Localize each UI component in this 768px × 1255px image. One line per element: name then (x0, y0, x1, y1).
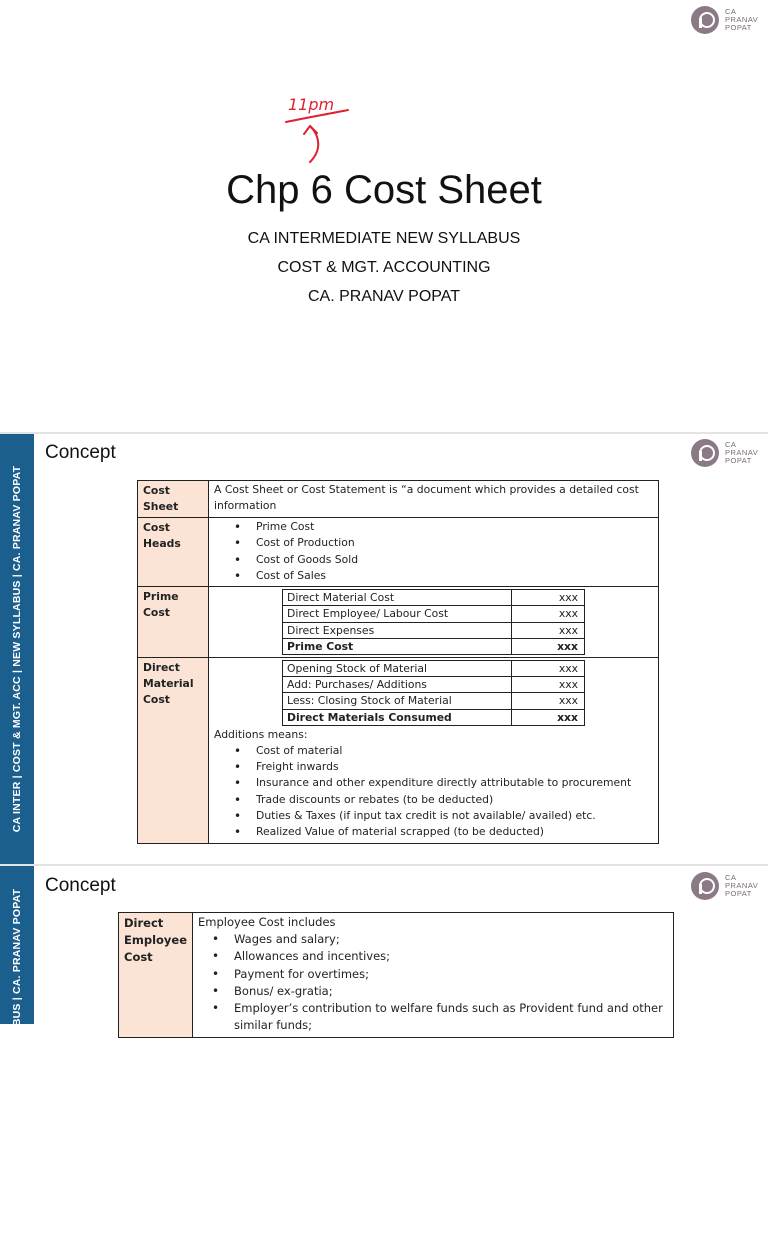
sidebar-text: CA INTER | COST & MGT. ACC | NEW SYLLABUS | CA. PRANAV POPAT (11, 888, 23, 1255)
line-value: xxx (512, 638, 585, 654)
line-value: xxx (512, 677, 585, 693)
slide-sidebar (0, 434, 34, 864)
deck-title: Chp 6 Cost Sheet (226, 168, 542, 212)
logo-wordmark: CA PRANAV POPAT (725, 7, 759, 32)
list-item: • Bonus/ ex-gratia; (212, 983, 668, 1000)
list-item: • Realized Value of material scrapped (to be deducted) (234, 824, 653, 840)
line-value: xxx (512, 709, 585, 725)
list-item: • Employer’s contribution to welfare funds such as Provident fund and other similar funds; (212, 1000, 668, 1035)
logo-wordmark: CA PRANAV POPAT (725, 873, 759, 898)
list-item: • Wages and salary; (212, 931, 668, 948)
row-head: Cost Heads (138, 518, 209, 587)
svg-text:11pm: 11pm (288, 95, 335, 114)
row-body (209, 658, 659, 844)
row-body (209, 587, 659, 658)
list-item: • Cost of material (234, 743, 653, 759)
row-body (193, 913, 674, 1038)
subtable-total-row (283, 638, 585, 654)
sidebar-text: CA INTER | COST & MGT. ACC | NEW SYLLABUS | CA. PRANAV POPAT (11, 465, 23, 833)
ca-pranav-popat-logo (691, 872, 758, 900)
cover-slide (0, 0, 768, 432)
row-head: Prime Cost (138, 587, 209, 658)
list-item: • Trade discounts or rebates (to be deducted) (234, 792, 653, 808)
ca-pranav-popat-logo (691, 439, 758, 467)
subtable-row (283, 677, 585, 693)
subtable-total-row (283, 709, 585, 725)
line-label: Direct Material Cost (283, 590, 512, 606)
logo-p-icon (691, 6, 719, 34)
line-value: xxx (512, 693, 585, 709)
prime-cost-subtable (282, 589, 585, 655)
deck-subtitle-line: CA. PRANAV POPAT (307, 288, 461, 305)
logo-p-icon (691, 872, 719, 900)
deck-subtitle-line: CA INTERMEDIATE NEW SYLLABUS (247, 230, 521, 247)
subtable-row (283, 622, 585, 638)
ca-pranav-popat-logo (691, 6, 758, 34)
row-head: Direct Employee Cost (119, 913, 193, 1038)
table-row (138, 587, 659, 658)
concept-slide-2 (0, 866, 768, 1255)
row-head: Cost Sheet (138, 481, 209, 518)
subtable-row (283, 606, 585, 622)
additions-intro: Additions means: (214, 727, 308, 741)
concept-slide-1 (0, 434, 768, 864)
bullet-list (198, 931, 668, 1035)
table-row (138, 658, 659, 844)
subtable-row (283, 661, 585, 677)
line-label: Opening Stock of Material (283, 661, 512, 677)
handwritten-11pm-arrow-icon (280, 92, 360, 168)
row-intro: Employee Cost includes (198, 915, 336, 929)
list-item: • Duties & Taxes (if input tax credit is not available/ availed) etc. (234, 808, 653, 824)
row-body (209, 518, 659, 587)
slide-sidebar (0, 866, 34, 1255)
line-value: xxx (512, 622, 585, 638)
slide-heading: Concept (45, 875, 116, 896)
list-item: • Allowances and incentives; (212, 948, 668, 965)
list-item: • Insurance and other expenditure directly attributable to procurement (234, 775, 653, 791)
list-item: • Freight inwards (234, 759, 653, 775)
logo-wordmark: CA PRANAV POPAT (725, 440, 759, 465)
slide-heading: Concept (45, 442, 116, 463)
row-text: A Cost Sheet or Cost Statement is “a document which provides a detailed cost information (209, 481, 659, 518)
line-label: Add: Purchases/ Additions (283, 677, 512, 693)
table-row (138, 481, 659, 518)
list-item: • Payment for overtimes; (212, 966, 668, 983)
table-row (138, 518, 659, 587)
bullet-list (214, 519, 653, 584)
subtable-row (283, 693, 585, 709)
cost-sheet-concept-table (137, 480, 659, 844)
deck-subtitle-line: COST & MGT. ACCOUNTING (277, 259, 491, 276)
line-label: Direct Materials Consumed (283, 709, 512, 725)
list-item: • Cost of Goods Sold (234, 552, 653, 568)
line-value: xxx (512, 590, 585, 606)
list-item: • Cost of Production (234, 535, 653, 551)
bullet-list (214, 743, 653, 841)
line-label: Less: Closing Stock of Material (283, 693, 512, 709)
direct-material-subtable (282, 660, 585, 726)
line-label: Direct Expenses (283, 622, 512, 638)
subtable-row (283, 590, 585, 606)
list-item: • Prime Cost (234, 519, 653, 535)
line-value: xxx (512, 606, 585, 622)
row-head: Direct Material Cost (138, 658, 209, 844)
table-row (119, 913, 674, 1038)
logo-p-icon (691, 439, 719, 467)
line-label: Direct Employee/ Labour Cost (283, 606, 512, 622)
line-label: Prime Cost (283, 638, 512, 654)
handwritten-annotation (280, 92, 360, 173)
direct-employee-cost-table (118, 912, 674, 1038)
line-value: xxx (512, 661, 585, 677)
list-item: • Cost of Sales (234, 568, 653, 584)
